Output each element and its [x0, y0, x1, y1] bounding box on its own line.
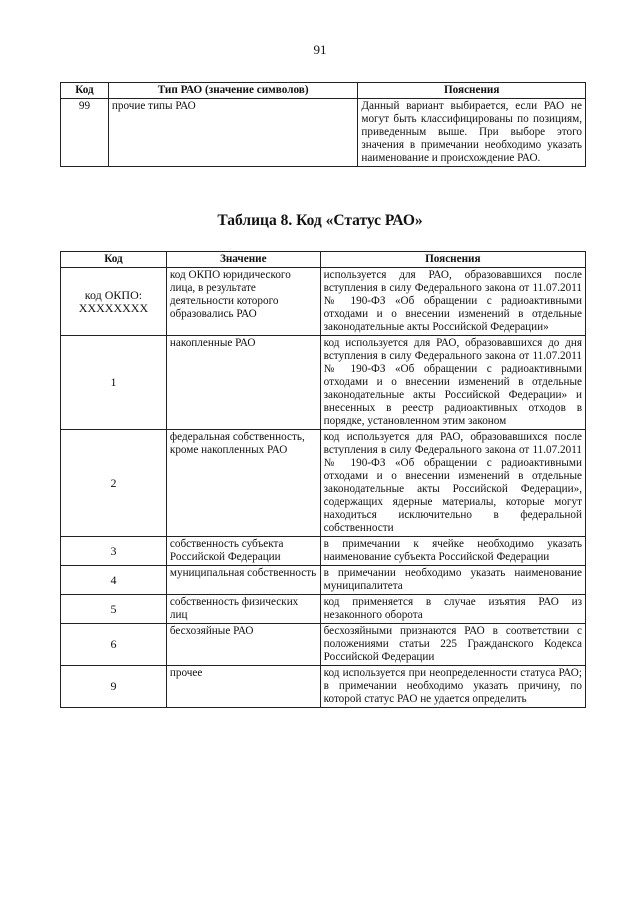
cell-note: Данный вариант выбирается, если РАО не могут быть классифицированы по позициям, приведенным выше. При выборе этого значения в примечании необходимо указать наименование и происхождение РАО. [358, 99, 586, 167]
cell-code: 99 [61, 99, 109, 167]
cell-note: код применяется в случае изъятия РАО из незаконного оборота [320, 595, 585, 624]
column-header-code: Код [61, 83, 109, 99]
cell-note: код используется для РАО, образовавшихся после вступления в силу Федерального закона от 11.07.2011 № 190-ФЗ «Об обращении с радиоактивными отходами и о внесении изменений в отдельные законодательные акты Российской Федерации», содержащих ядерные материалы, которые могут находиться исключительно в федеральной собственности [320, 430, 585, 537]
rao-type-table-continuation [60, 82, 586, 167]
cell-value: код ОКПО юридического лица, в результате деятельности которого образовались РАО [166, 268, 320, 336]
cell-note: в примечании к ячейке необходимо указать наименование субъекта Российской Федерации [320, 537, 585, 566]
cell-type: прочие типы РАО [108, 99, 357, 167]
table-row [61, 624, 586, 666]
column-header-rao-type: Тип РАО (значение символов) [108, 83, 357, 99]
table-row [61, 336, 586, 430]
table-row [61, 666, 586, 708]
cell-value: бесхозяйные РАО [166, 624, 320, 666]
cell-note: код используется для РАО, образовавшихся до дня вступления в силу Федерального закона от 11.07.2011 № 190-ФЗ «Об обращении с радиоактивными отходами и о внесении изменений в отдельные законодательные акты Российской Федерации» и внесенных в реестр радиоактивных отходов в порядке, установленном этим законом [320, 336, 585, 430]
cell-value: прочее [166, 666, 320, 708]
cell-code: 6 [61, 624, 167, 666]
cell-note: код используется при неопределенности статуса РАО; в примечании необходимо указать причину, по которой статус РАО не удается определить [320, 666, 585, 708]
rao-status-table [60, 251, 586, 708]
cell-value: муниципальная собственность [166, 566, 320, 595]
cell-value: накопленные РАО [166, 336, 320, 430]
cell-note: бесхозяйными признаются РАО в соответствии с положениями статьи 225 Гражданского Кодекса Российской Федерации [320, 624, 585, 666]
column-header-notes: Пояснения [358, 83, 586, 99]
table-row [61, 268, 586, 336]
cell-note: в примечании необходимо указать наименование муниципалитета [320, 566, 585, 595]
cell-code: 4 [61, 566, 167, 595]
column-header-notes: Пояснения [320, 252, 585, 268]
cell-value: собственность субъекта Российской Федерации [166, 537, 320, 566]
table-header-row [61, 83, 586, 99]
cell-value: собственность физических лиц [166, 595, 320, 624]
table-row [61, 430, 586, 537]
table-8-title: Таблица 8. Код «Статус РАО» [217, 212, 423, 229]
cell-value: федеральная собственность, кроме накопленных РАО [166, 430, 320, 537]
cell-code: 2 [61, 430, 167, 537]
cell-code: 1 [61, 336, 167, 430]
column-header-value: Значение [166, 252, 320, 268]
table-row [61, 537, 586, 566]
cell-code: 5 [61, 595, 167, 624]
cell-note: используется для РАО, образовавшихся после вступления в силу Федерального закона от 11.07.2011 № 190-ФЗ «Об обращении с радиоактивными отходами и о внесении изменений в отдельные законодательные акты Российской Федерации» [320, 268, 585, 336]
column-header-code: Код [61, 252, 167, 268]
table-header-row [61, 252, 586, 268]
page-number: 91 [313, 42, 327, 57]
cell-code: 9 [61, 666, 167, 708]
cell-code: 3 [61, 537, 167, 566]
cell-code: код ОКПО: ХХХХХХХХ [61, 268, 167, 336]
table-row [61, 99, 586, 167]
table-row [61, 595, 586, 624]
table-row [61, 566, 586, 595]
